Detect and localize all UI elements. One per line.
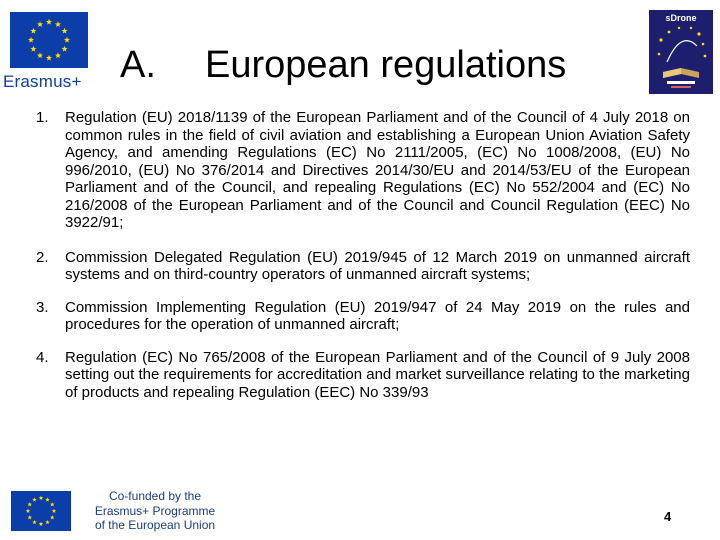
star-icon bbox=[27, 515, 32, 519]
star-icon bbox=[50, 515, 55, 519]
regulation-name: Regulation (EC) No 765/2008 bbox=[65, 348, 266, 366]
star-icon bbox=[39, 496, 44, 500]
page-number: 4 bbox=[664, 509, 672, 524]
regulation-name: Commission Delegated Regulation (EU) 2019/945 bbox=[65, 248, 407, 266]
star-icon bbox=[64, 37, 70, 43]
item-number: 3. bbox=[36, 298, 49, 316]
list-item bbox=[36, 299, 690, 334]
sdrone-logo-text: sDrone bbox=[665, 13, 697, 23]
cofunded-statement bbox=[80, 489, 230, 533]
star-icon bbox=[39, 522, 44, 526]
star-icon bbox=[26, 509, 31, 513]
star-icon bbox=[46, 55, 52, 61]
list-item bbox=[36, 249, 690, 284]
star-icon bbox=[46, 19, 52, 25]
regulation-name: Regulation (EU) 2018/1139 bbox=[65, 109, 248, 126]
cofunded-line: Co-funded by the bbox=[108, 489, 202, 503]
item-number: 1. bbox=[36, 109, 49, 126]
star-icon bbox=[27, 502, 32, 506]
star-icon bbox=[32, 520, 37, 524]
regulation-description: of the European Parliament and of the Council of 4 July 2018 on common rules in the field of civil aviation and establishing a European Union Aviation Safety Agency, and amending Regulations (EC) No 2111/2005, (EC) No 1008/2008, (EU) No 996/2010, (EU) No 376/2014 and Directives 2014/30/EU and 2014/53/EU of the European Parliament and of the Council, and repealing Regulations (EC) No 552/2004 and (EC) No 216/2008 of the European Parliament and of the Council and Council Regulation (EEC) No 3922/91; bbox=[65, 109, 690, 231]
star-icon bbox=[32, 497, 37, 501]
eu-flag-footer-logo bbox=[11, 491, 71, 531]
star-icon bbox=[55, 21, 61, 27]
title-section-letter: A. bbox=[120, 44, 156, 86]
regulations-list bbox=[36, 109, 690, 401]
cofunded-line: Erasmus+ Programme bbox=[94, 503, 216, 518]
list-item bbox=[36, 109, 690, 232]
regulation-description: of 12 March 2019 on unmanned aircraft systems and on third-country operators of unmanned aircraft systems; bbox=[65, 248, 690, 283]
star-icon bbox=[62, 46, 68, 52]
eu-stars-icon bbox=[11, 491, 71, 531]
star-icon bbox=[37, 21, 43, 27]
item-number: 2. bbox=[36, 248, 49, 266]
star-icon bbox=[62, 28, 68, 34]
star-icon bbox=[55, 52, 61, 58]
regulation-description: of 24 May 2019 on the rules and procedures for the operation of unmanned aircraft; bbox=[65, 298, 690, 333]
star-icon bbox=[52, 509, 57, 513]
eu-stars-icon bbox=[10, 12, 88, 68]
regulation-name: Commission Implementing Regulation (EU) 2019/947 bbox=[65, 298, 437, 316]
erasmus-logo-text: Erasmus+ bbox=[3, 72, 82, 91]
cofunded-line: of the European Union bbox=[94, 518, 216, 532]
list-item bbox=[36, 349, 690, 402]
eu-flag-logo bbox=[10, 12, 88, 68]
star-icon bbox=[50, 502, 55, 506]
star-icon bbox=[45, 497, 50, 501]
star-icon bbox=[37, 52, 43, 58]
star-icon bbox=[28, 37, 34, 43]
star-icon bbox=[30, 46, 36, 52]
sdrone-logo bbox=[649, 10, 713, 94]
regulation-description: of the European Parliament and of the Council of 9 July 2008 setting out the requirements for accreditation and market surveillance relating to the marketing of products and repealing Regulation (EEC) No 339/93 bbox=[65, 348, 690, 401]
title-text: European regulations bbox=[205, 44, 567, 86]
star-icon bbox=[45, 520, 50, 524]
item-number: 4. bbox=[36, 348, 49, 366]
star-icon bbox=[30, 28, 36, 34]
